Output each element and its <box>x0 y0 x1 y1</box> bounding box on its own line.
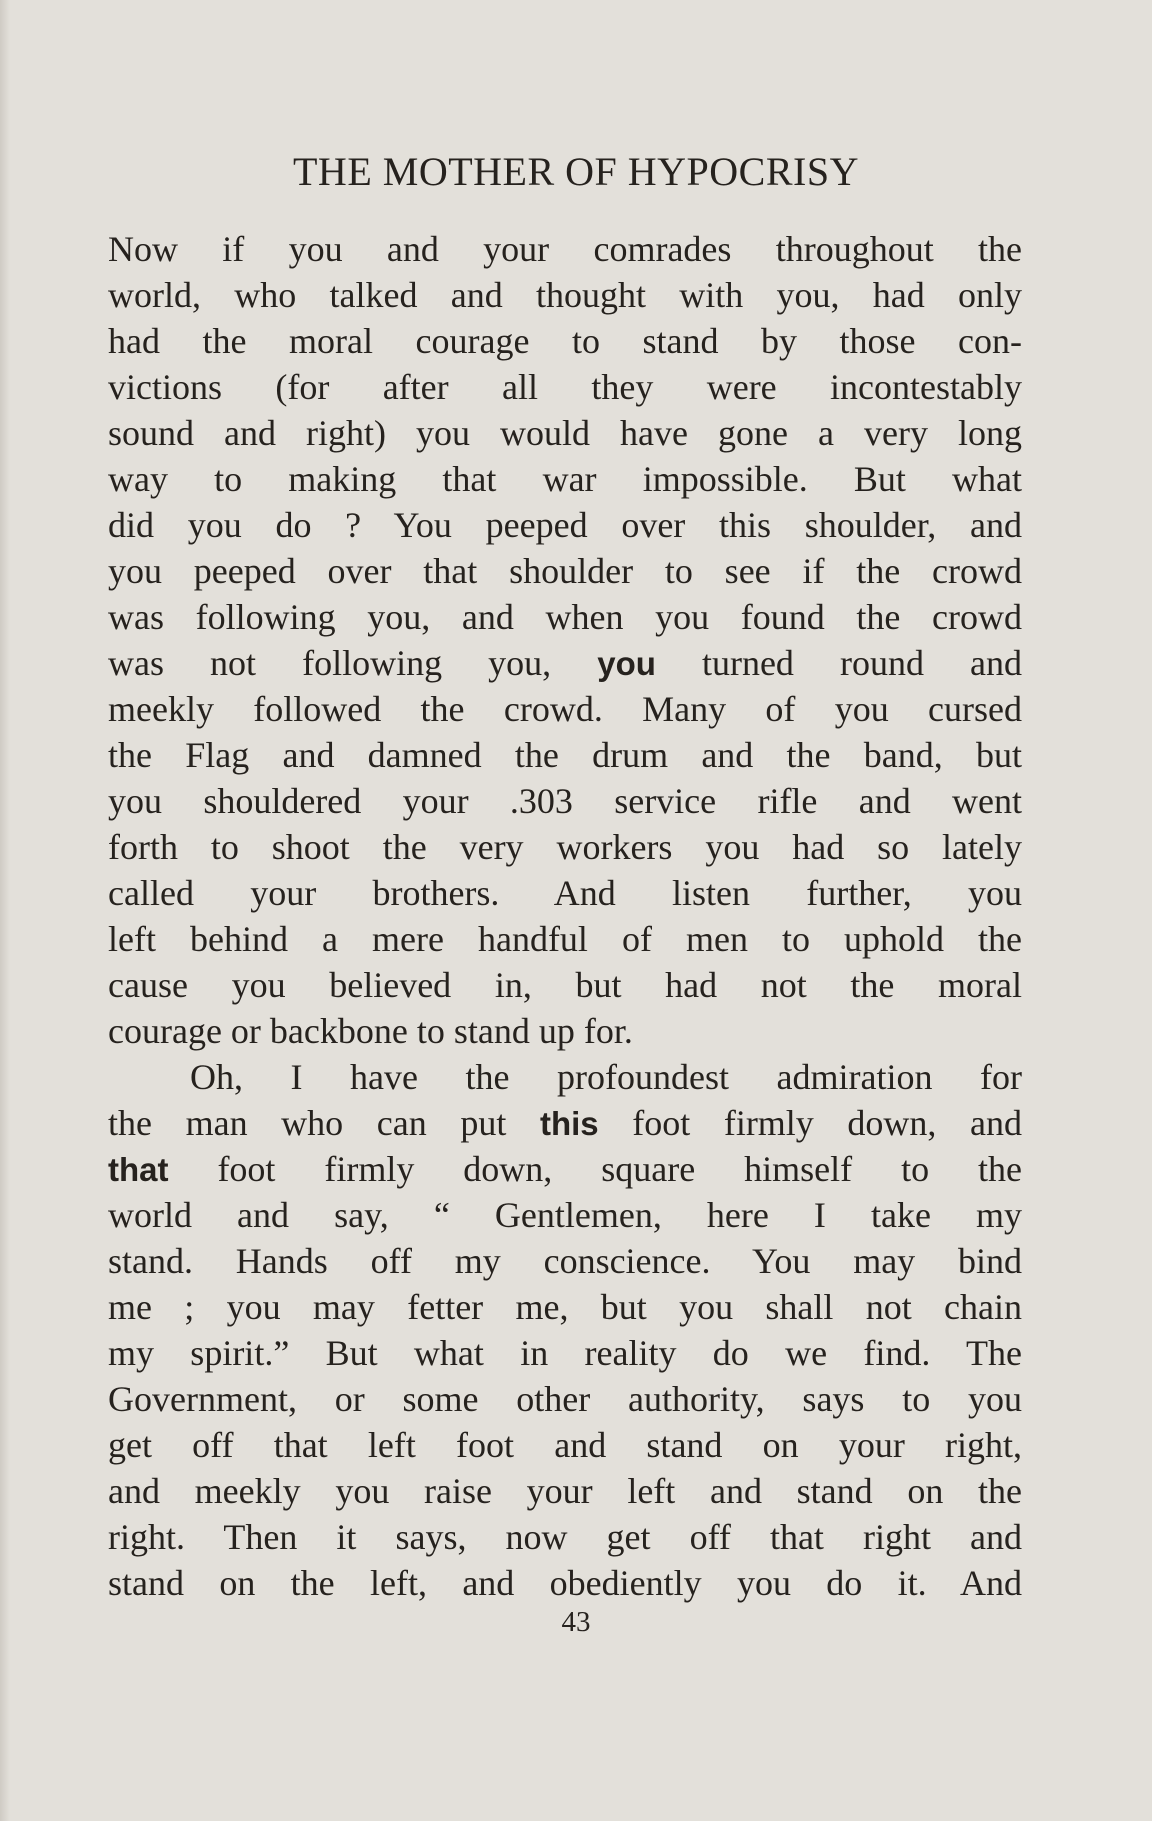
text-line-10 <box>108 640 1022 686</box>
text-line-4: victions (for after all they were incontestably <box>108 367 1022 407</box>
text-line-2: world, who talked and thought with you, had only <box>108 275 1022 315</box>
text-line-6: way to making that war impossible. But what <box>108 459 1022 499</box>
text-line-20 <box>108 1100 1022 1146</box>
text-run: the man who can put <box>108 1103 540 1143</box>
text-line-25: my spirit.” But what in reality do we find. The <box>108 1333 1022 1373</box>
text-line-8: you peeped over that shoulder to see if the crowd <box>108 551 1022 591</box>
text-run: foot firmly down, square himself to the <box>168 1149 1022 1189</box>
text-line-29: right. Then it says, now get off that right and <box>108 1517 1022 1557</box>
body-text <box>108 226 1022 1606</box>
text-line-27: get off that left foot and stand on your right, <box>108 1425 1022 1465</box>
text-line-17: cause you believed in, but had not the moral <box>108 965 1022 1005</box>
bold-word: you <box>597 645 656 682</box>
text-run: was not following you, <box>108 643 598 683</box>
text-line-14: forth to shoot the very workers you had so lately <box>108 827 1022 867</box>
text-line-24: me ; you may fetter me, but you shall not chain <box>108 1287 1022 1327</box>
running-head: THE MOTHER OF HYPOCRISY <box>293 149 859 194</box>
text-line-18: courage or backbone to stand up for. <box>108 1011 633 1051</box>
page-edge <box>0 0 10 1821</box>
text-line-22: world and say, “ Gentlemen, here I take my <box>108 1195 1022 1235</box>
text-line-13: you shouldered your .303 service rifle and went <box>108 781 1022 821</box>
text-line-9: was following you, and when you found the crowd <box>108 597 1022 637</box>
text-line-11: meekly followed the crowd. Many of you cursed <box>108 689 1022 729</box>
bold-word: this <box>539 1105 599 1142</box>
text-line-15: called your brothers. And listen further, you <box>108 873 1022 913</box>
text-line-12: the Flag and damned the drum and the band, but <box>108 735 1022 775</box>
text-line-19: Oh, I have the profoundest admiration for <box>190 1057 1022 1097</box>
text-line-30: stand on the left, and obediently you do it. And <box>108 1563 1022 1603</box>
text-line-23: stand. Hands off my conscience. You may bind <box>108 1241 1022 1281</box>
text-line-21 <box>108 1146 1022 1192</box>
text-line-5: sound and right) you would have gone a very long <box>108 413 1022 453</box>
text-line-1: Now if you and your comrades throughout the <box>108 229 1022 269</box>
text-run: foot firmly down, and <box>598 1103 1022 1143</box>
text-line-16: left behind a mere handful of men to uphold the <box>108 919 1022 959</box>
page-number: 43 <box>561 1606 591 1638</box>
text-line-3: had the moral courage to stand by those con- <box>108 321 1022 361</box>
text-line-28: and meekly you raise your left and stand on the <box>108 1471 1022 1511</box>
text-run: turned round and <box>655 643 1022 683</box>
bold-word: that <box>108 1151 169 1188</box>
text-line-7: did you do ? You peeped over this shoulder, and <box>108 505 1022 545</box>
text-line-26: Government, or some other authority, says to you <box>108 1379 1022 1419</box>
